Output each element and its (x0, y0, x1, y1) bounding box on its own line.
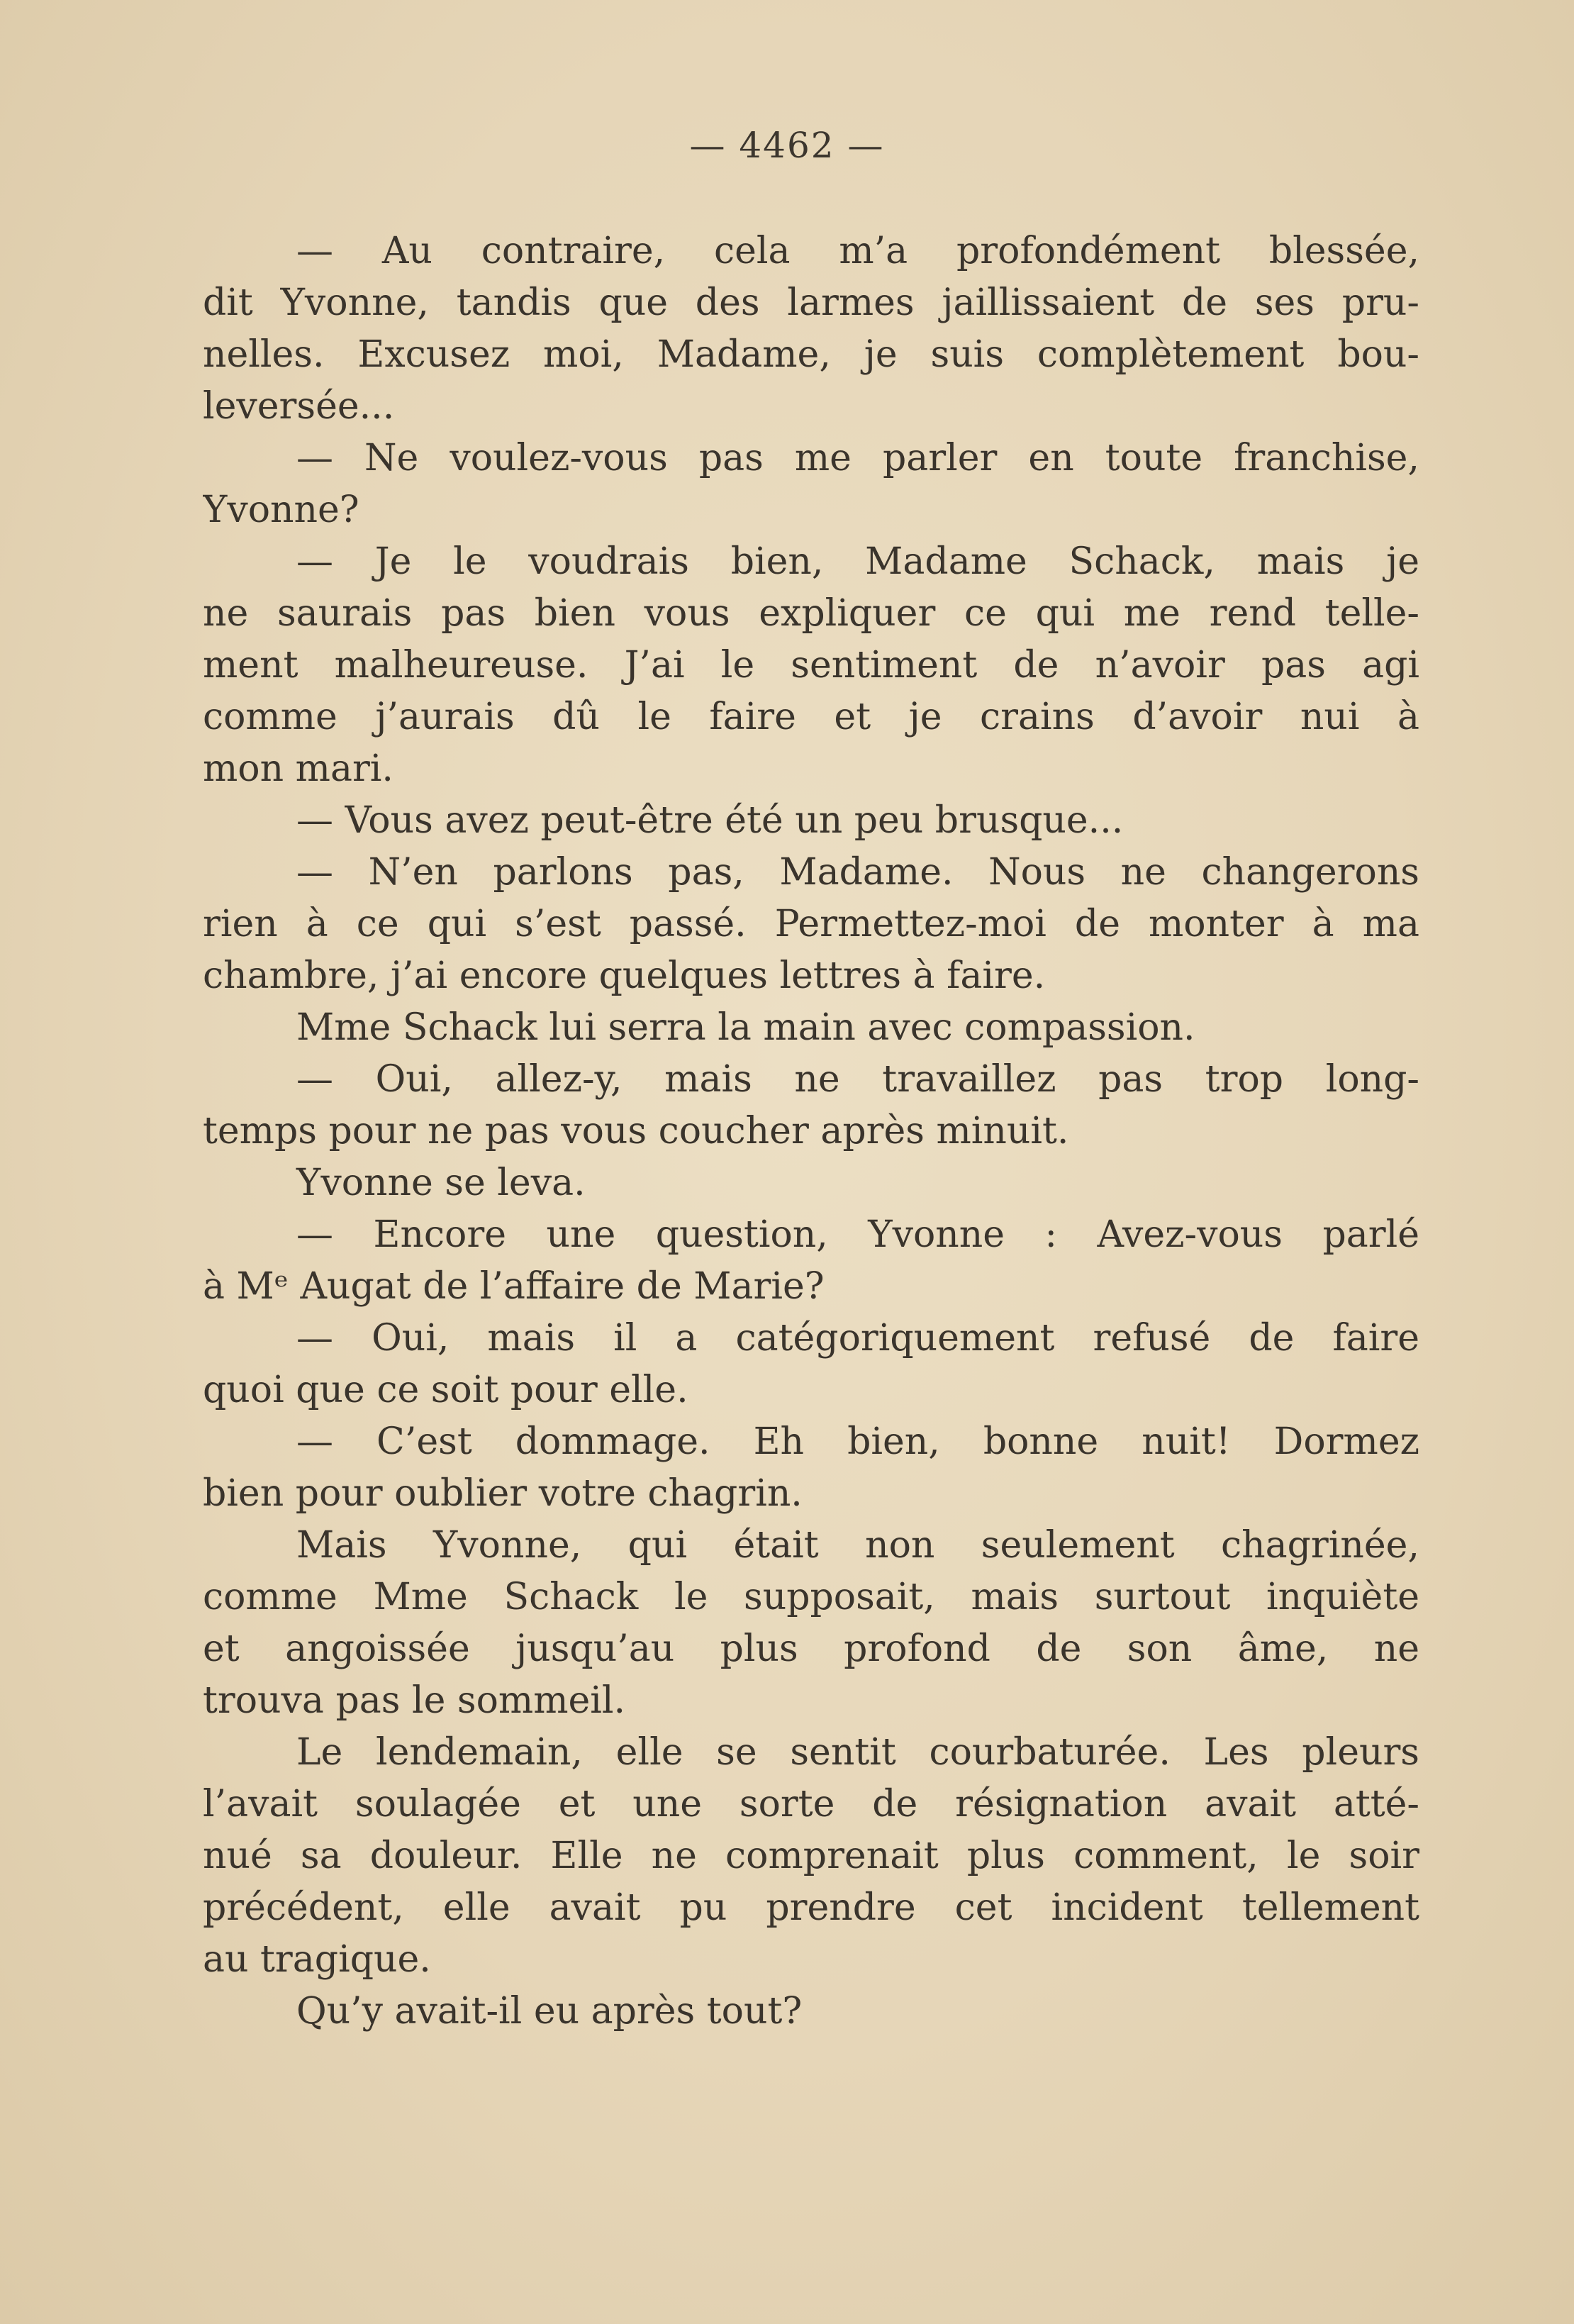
text-line: à Mᵉ Augat de l’affaire de Marie? (203, 1265, 825, 1308)
text-line: et angoissée jusqu’au plus profond de son âme, ne (203, 1628, 1419, 1670)
text-line: dit Yvonne, tandis que des larmes jaillissaient de ses pru- (203, 282, 1419, 324)
text-line: — Oui, mais il a catégoriquement refusé de faire (296, 1317, 1419, 1360)
text-line: Mais Yvonne, qui était non seulement chagrinée, (296, 1524, 1419, 1567)
text-line: — Encore une question, Yvonne : Avez-vous parlé (296, 1213, 1419, 1256)
text-line: — Vous avez peut-être été un peu brusque... (296, 799, 1124, 842)
text-line: chambre, j’ai encore quelques lettres à faire. (203, 955, 1046, 997)
text-line: — Au contraire, cela m’a profondément blessée, (296, 230, 1419, 272)
text-line: Qu’y avait-il eu après tout? (296, 1990, 803, 2033)
text-line: Le lendemain, elle se sentit courbaturée. Les pleurs (296, 1731, 1419, 1774)
text-line: l’avait soulagée et une sorte de résignation avait atté- (203, 1783, 1419, 1825)
text-line: au tragique. (203, 1938, 431, 1981)
page-number: — 4462 — (689, 125, 885, 166)
text-line: temps pour ne pas vous coucher après minuit. (203, 1110, 1069, 1152)
text-line: trouva pas le sommeil. (203, 1679, 626, 1722)
text-line: — Je le voudrais bien, Madame Schack, mais je (296, 540, 1419, 583)
text-line: — N’en parlons pas, Madame. Nous ne changerons (296, 851, 1419, 894)
text-line: nelles. Excusez moi, Madame, je suis complètement bou- (203, 333, 1419, 376)
text-line: Yvonne? (203, 489, 359, 531)
text-line: mon mari. (203, 747, 394, 790)
text-line: bien pour oublier votre chagrin. (203, 1472, 803, 1515)
text-line: leversée... (203, 385, 395, 428)
text-line: — Oui, allez-y, mais ne travaillez pas trop long- (296, 1058, 1419, 1101)
text-line: Yvonne se leva. (296, 1162, 586, 1204)
text-line: comme j’aurais dû le faire et je crains d’avoir nui à (203, 696, 1419, 738)
text-line: ment malheureuse. J’ai le sentiment de n’avoir pas agi (203, 644, 1419, 686)
text-line: quoi que ce soit pour elle. (203, 1369, 688, 1411)
text-line: comme Mme Schack le supposait, mais surtout inquiète (203, 1576, 1419, 1618)
text-line: rien à ce qui s’est passé. Permettez-moi de monter à ma (203, 903, 1419, 945)
text-line: nué sa douleur. Elle ne comprenait plus comment, le soir (203, 1835, 1419, 1877)
text-line: Mme Schack lui serra la main avec compassion. (296, 1006, 1195, 1049)
text-line: ne saurais pas bien vous expliquer ce qui me rend telle- (203, 592, 1419, 635)
body-text (203, 226, 1419, 2037)
text-line: — Ne voulez-vous pas me parler en toute franchise, (296, 437, 1419, 479)
text-line: — C’est dommage. Eh bien, bonne nuit! Dormez (296, 1420, 1419, 1463)
text-line: précédent, elle avait pu prendre cet incident tellement (203, 1886, 1419, 1929)
